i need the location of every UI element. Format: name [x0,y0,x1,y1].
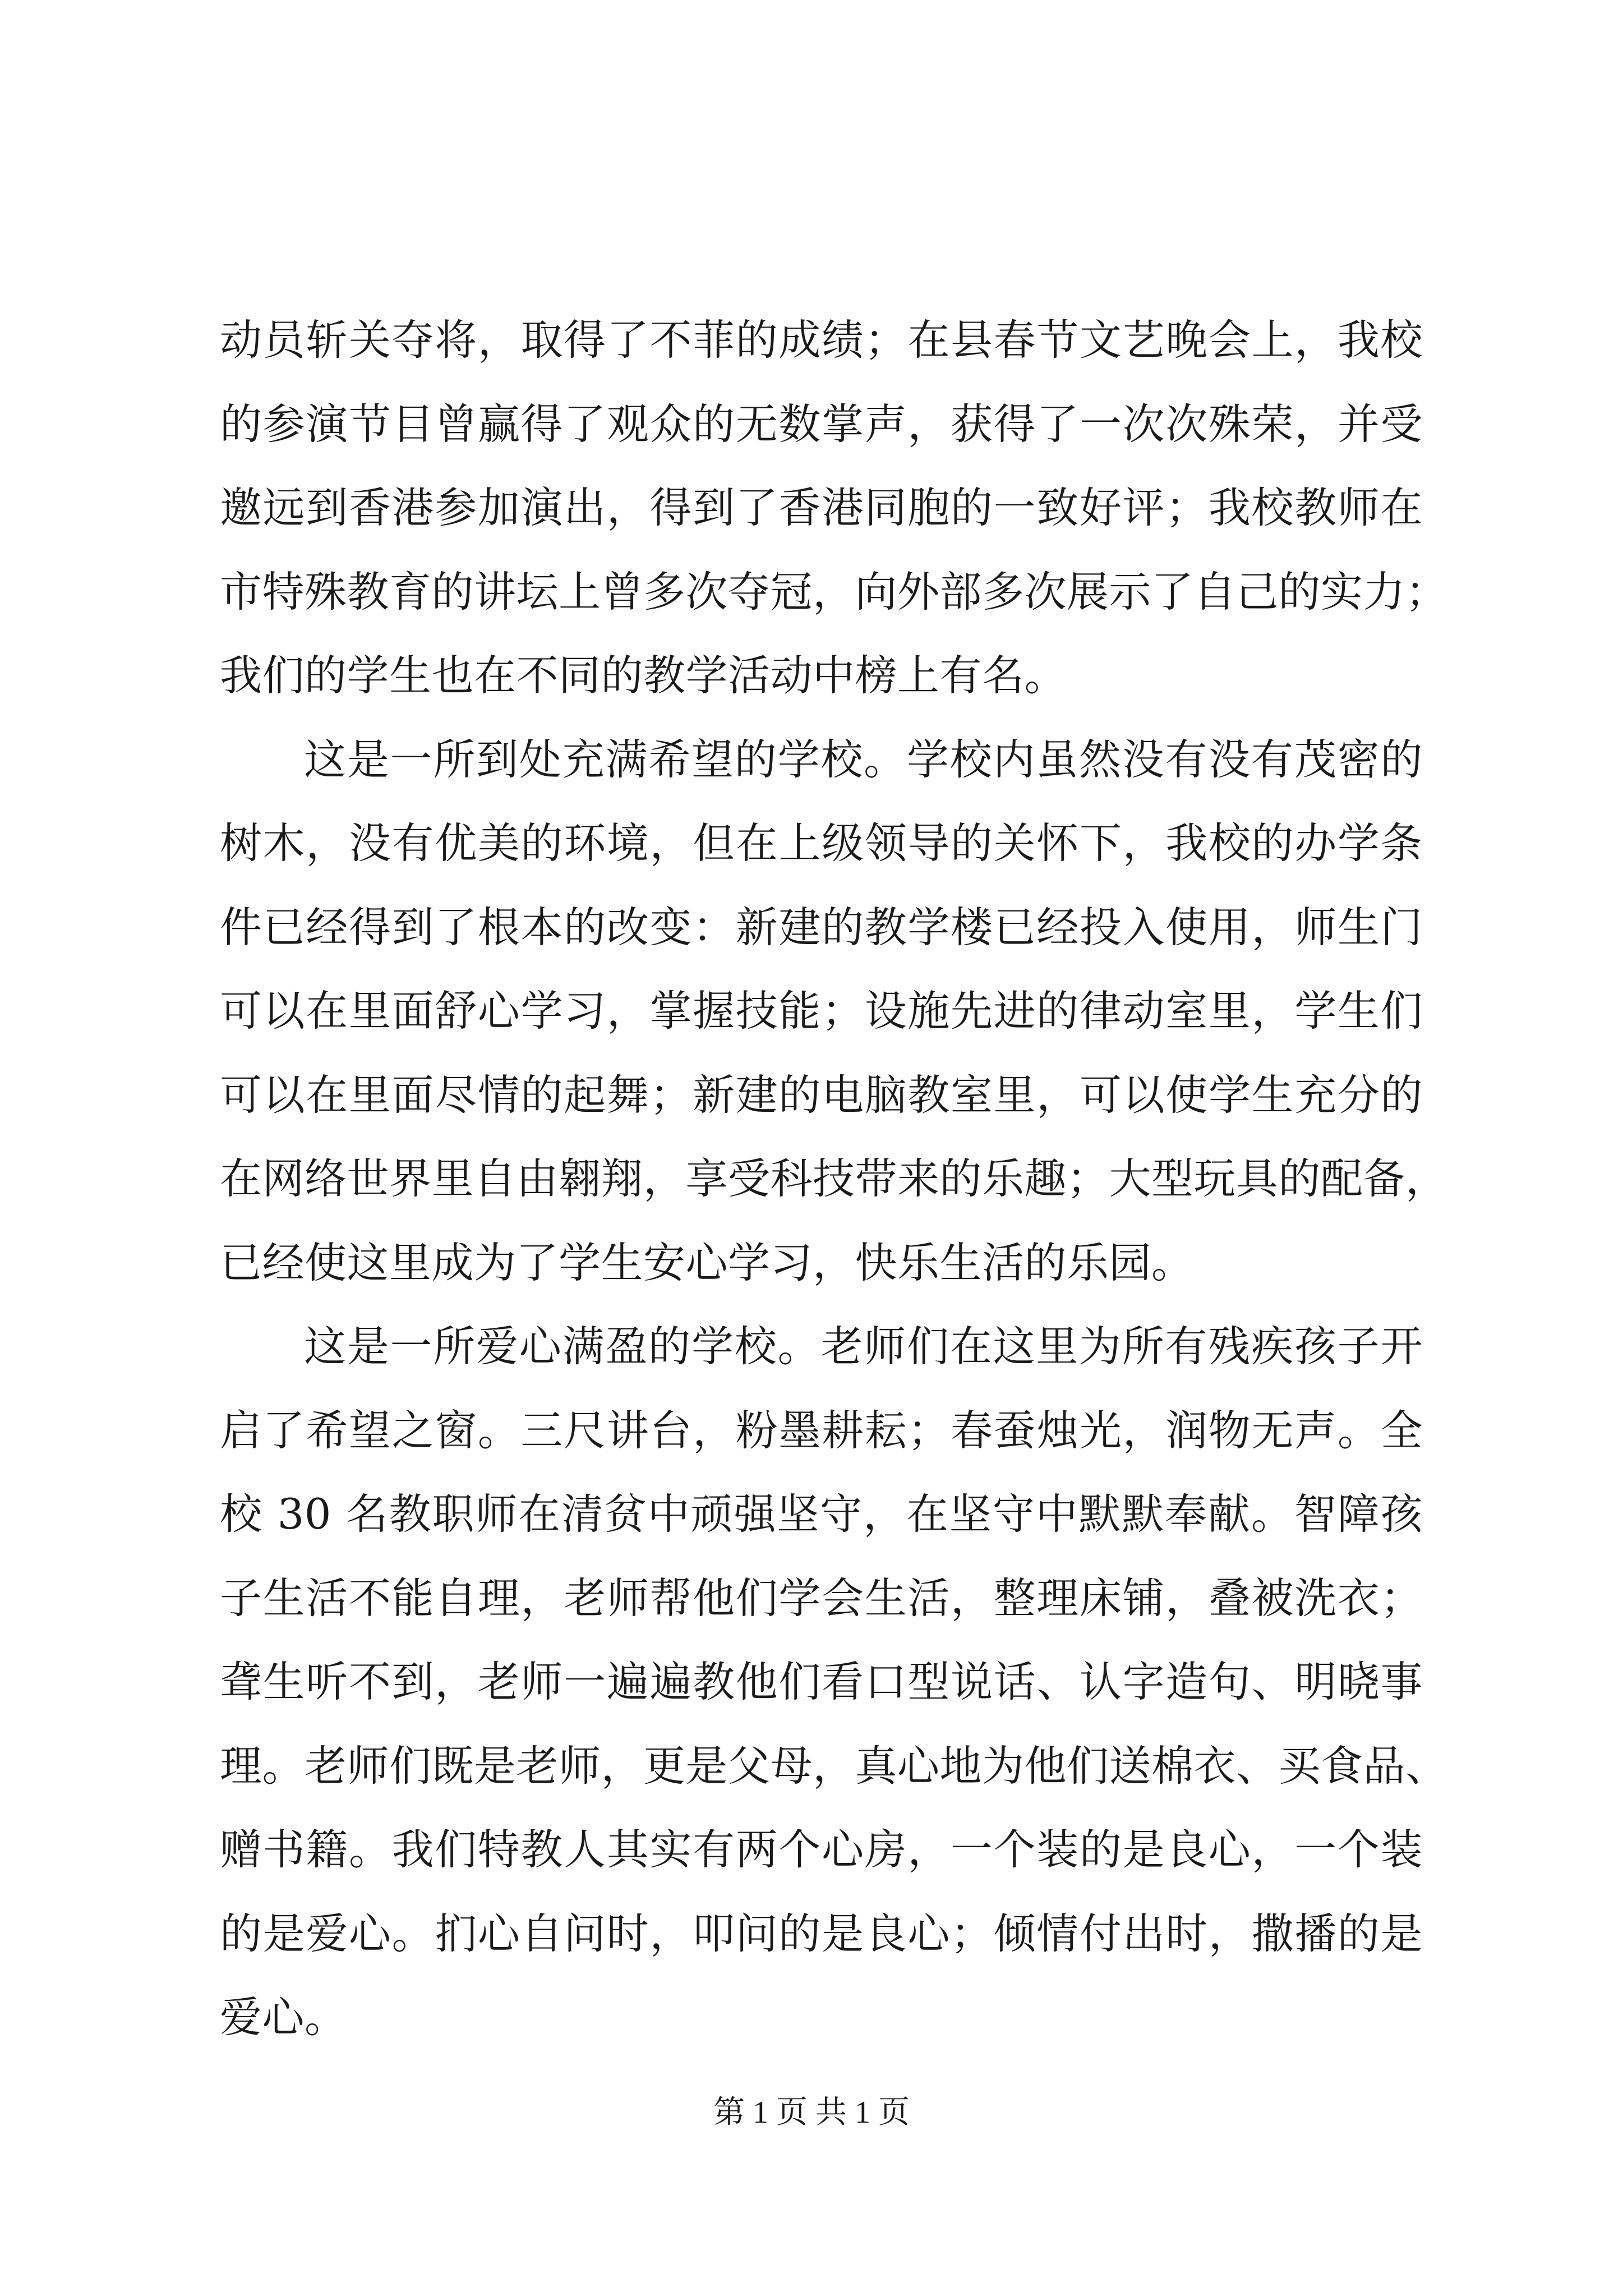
text-line: 启了希望之窗。三尺讲台，粉墨耕耘；春蚕烛光，润物无声。全 [220,1405,1423,1455]
text-line: 树木，没有优美的环境，但在上级领导的关怀下，我校的办学条 [220,818,1423,868]
text-line: 理。老师们既是老师，更是父母，真心地为他们送棉衣、买食品、 [220,1741,1448,1791]
paragraph-1 [220,298,1448,718]
text-line: 可以在里面舒心学习，掌握技能；设施先进的律动室里，学生们 [220,986,1423,1036]
text-line: 我们的学生也在不同的教学活动中榜上有名。 [220,651,1067,700]
text-line: 在网络世界里自由翱翔，享受科技带来的乐趣；大型玩具的配备， [220,1154,1448,1203]
text-line: 聋生听不到，老师一遍遍教他们看口型说话、认字造句、明晓事 [220,1657,1423,1706]
document-body [220,298,1448,2060]
text-line: 子生活不能自理，老师帮他们学会生活，整理床铺，叠被洗衣； [220,1573,1423,1623]
text-line: 已经使这里成为了学生安心学习，快乐生活的乐园。 [220,1237,1194,1287]
text-line: 赠书籍。我们特教人其实有两个心房，一个装的是良心，一个装 [220,1825,1423,1874]
paragraph-2 [220,718,1448,1305]
text-line: 爱心。 [220,1993,347,2042]
text-line: 校 30 名教职师在清贫中顽强坚守，在坚守中默默奉献。智障孩 [220,1489,1423,1539]
page-number-footer: 第 1 页 共 1 页 [713,2095,910,2130]
text-line: 市特殊教育的讲坛上曾多次夺冠，向外部多次展示了自己的实力； [220,567,1448,616]
text-line: 的是爱心。扪心自问时，叩问的是良心；倾情付出时，撒播的是 [220,1908,1423,1958]
text-line: 的参演节目曾赢得了观众的无数掌声，获得了一次次殊荣，并受 [220,399,1423,449]
text-line: 动员斩关夺将，取得了不菲的成绩；在县春节文艺晚会上，我校 [220,315,1423,365]
paragraph-3 [220,1305,1448,2060]
text-line: 这是一所爱心满盈的学校。老师们在这里为所有残疾孩子开 [304,1322,1423,1371]
text-line: 这是一所到处充满希望的学校。学校内虽然没有没有茂密的 [304,734,1423,784]
text-line: 可以在里面尽情的起舞；新建的电脑教室里，可以使学生充分的 [220,1070,1423,1120]
text-line: 邀远到香港参加演出，得到了香港同胞的一致好评；我校教师在 [220,483,1423,532]
text-line: 件已经得到了根本的改变：新建的教学楼已经投入使用，师生门 [220,902,1423,952]
